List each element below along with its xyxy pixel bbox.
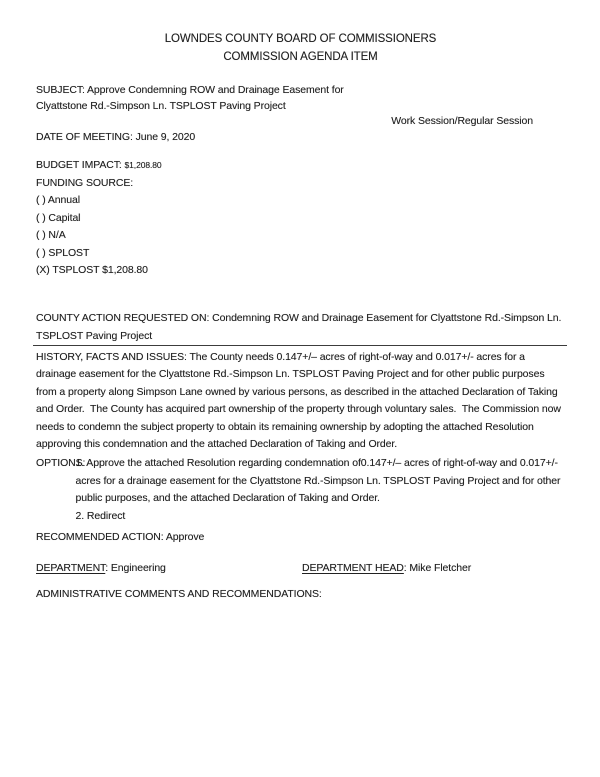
budget-impact-label: BUDGET IMPACT: [36,159,125,171]
session-type: Work Session/Regular Session [391,114,533,127]
options-section [36,455,565,525]
department-field [36,560,302,578]
document-header [36,31,565,66]
header-line-board: LOWNDES COUNTY BOARD OF COMMISSIONERS [164,33,437,45]
history-facts-issues: HISTORY, FACTS AND ISSUES: The County needs 0.147+/– acres of right-of-way and 0.017+/- acres for a drainage easement for the Clyattstone Rd.-Simpson Ln. TSPLOST Paving Project and for other public purposes from a property along Simpson Lane owned by various persons, as described in the attached Declaration of Taking and Order. The County has acquired part ownership of the property through voluntary sales. The Commission now needs to condemn the subject property to obtain its remaining ownership by adopting the attached Resolution approving this condemnation and the attached Declaration of Taking and Order. [36,350,564,450]
subject-block [36,82,565,114]
option-item-2: 2. Redirect [75,509,126,522]
funding-option-tsplost-checked: (X) TSPLOST $1,208.80 [36,264,148,276]
funding-option-annual: ( ) Annual [36,194,80,206]
department-head-label: DEPARTMENT HEAD [302,561,404,574]
department-head-value: : Mike Fletcher [403,561,472,574]
funding-option-splost: ( ) SPLOST [36,246,90,259]
county-action-requested: COUNTY ACTION REQUESTED ON: Condemning ROW and Drainage Easement for Clyattstone Rd.-Simpson Ln. TSPLOST Paving Project [36,312,562,342]
date-of-meeting: DATE OF MEETING: June 9, 2020 [36,131,196,143]
department-label: DEPARTMENT [36,561,106,574]
subject-line-1: SUBJECT: Approve Condemning ROW and Drainage Easement for [36,83,344,96]
option-item-1: 1. Approve the attached Resolution regarding condemnation of0.147+/– acres of right-of-way and 0.017+/- acres for a drainage easement for the Clyattstone Rd.-Simpson Ln. TSPLOST Paving Project and for other public purposes, and the attached Declaration of Taking and Order. [75,457,561,504]
budget-impact [36,157,565,175]
recommended-action: RECOMMENDED ACTION: Approve [36,531,205,543]
department-value: : Engineering [105,561,166,574]
funding-option-na: ( ) N/A [36,229,66,241]
administrative-comments: ADMINISTRATIVE COMMENTS AND RECOMMENDATIONS: [36,588,322,600]
header-line-agenda-item: COMMISSION AGENDA ITEM [223,50,378,63]
section-divider [33,345,567,346]
budget-impact-amount: $1,208.80 [124,160,162,170]
funding-source-label: FUNDING SOURCE: [36,176,134,189]
department-row [36,560,565,578]
department-head-field [302,560,471,578]
options-body [76,455,565,525]
subject-line-2: Clyattstone Rd.-Simpson Ln. TSPLOST Paving Project [36,99,286,112]
options-label: OPTIONS: [36,457,86,469]
funding-option-capital: ( ) Capital [36,211,81,224]
